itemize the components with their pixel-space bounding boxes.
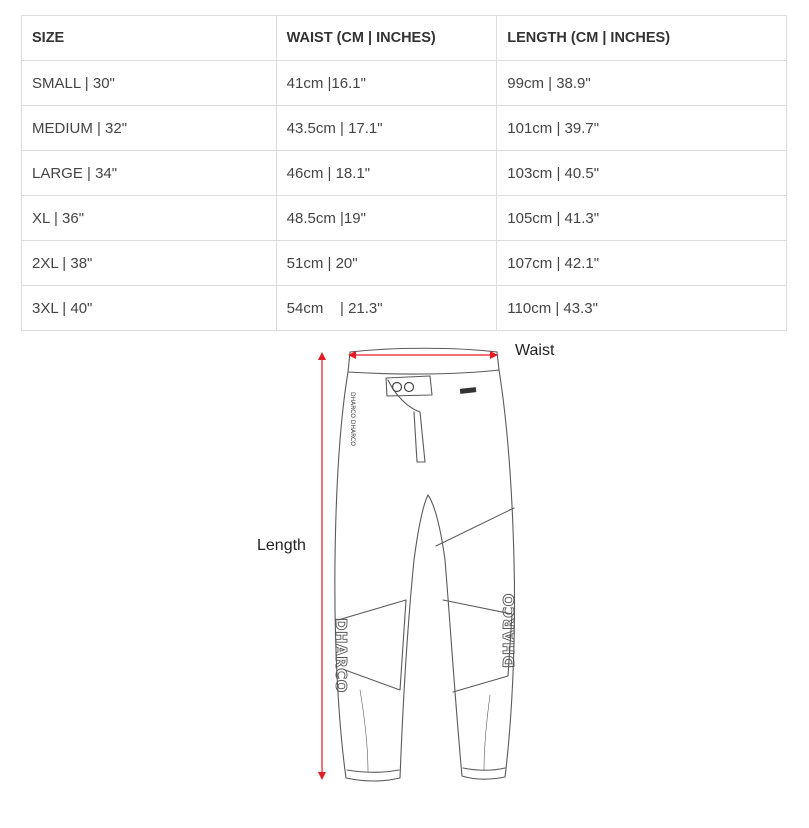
- pants-illustration: [335, 348, 515, 781]
- cell-size: SMALL | 30": [22, 61, 277, 106]
- right-leg-outline: [428, 370, 515, 779]
- length-label: Length: [257, 537, 306, 554]
- cell-waist: 48.5cm |19": [276, 196, 497, 241]
- waistband-outline: [348, 348, 499, 374]
- waist-label-patch: [460, 387, 476, 394]
- left-knee-brand-logo: DHARCO: [332, 618, 350, 693]
- left-leg-fold: [360, 690, 368, 772]
- right-leg-fold: [484, 695, 490, 770]
- left-leg-outline: [335, 372, 428, 781]
- cell-waist: 41cm |16.1": [276, 61, 497, 106]
- pocket-small-text: DHARCO DHARCO: [349, 392, 356, 446]
- right-thigh-seam: [436, 508, 514, 546]
- header-size: SIZE: [22, 16, 277, 61]
- fly-outline: [388, 380, 425, 462]
- cell-waist: 51cm | 20": [276, 241, 497, 286]
- waist-label: Waist: [515, 342, 555, 359]
- waist-button-left-icon: [393, 383, 402, 392]
- header-waist: WAIST (CM | INCHES): [276, 16, 497, 61]
- cell-length: 101cm | 39.7": [497, 106, 787, 151]
- left-cuff-line: [347, 770, 399, 772]
- cell-size: 3XL | 40": [22, 286, 277, 331]
- cell-length: 105cm | 41.3": [497, 196, 787, 241]
- cell-waist: 54cm | 21.3": [276, 286, 497, 331]
- cell-length: 110cm | 43.3": [497, 286, 787, 331]
- cell-waist: 46cm | 18.1": [276, 151, 497, 196]
- header-length: LENGTH (CM | INCHES): [497, 16, 787, 61]
- cell-length: 99cm | 38.9": [497, 61, 787, 106]
- waist-button-right-icon: [405, 383, 414, 392]
- cell-size: MEDIUM | 32": [22, 106, 277, 151]
- cell-length: 103cm | 40.5": [497, 151, 787, 196]
- cell-size: LARGE | 34": [22, 151, 277, 196]
- cell-waist: 43.5cm | 17.1": [276, 106, 497, 151]
- right-knee-brand-logo: DHARCO: [500, 593, 518, 668]
- cell-size: 2XL | 38": [22, 241, 277, 286]
- cell-length: 107cm | 42.1": [497, 241, 787, 286]
- cell-size: XL | 36": [22, 196, 277, 241]
